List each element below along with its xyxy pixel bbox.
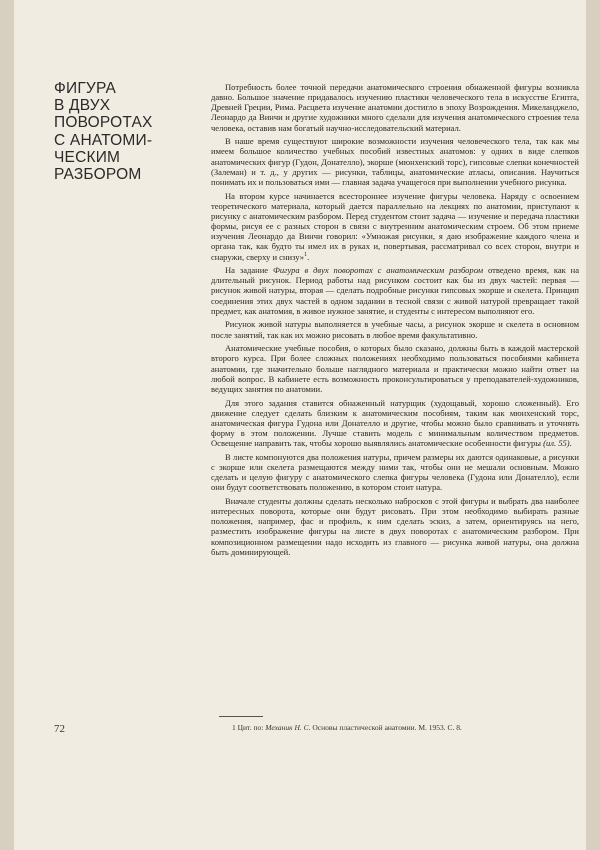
chapter-title-line: РАЗБОРОМ [54,166,142,184]
paragraph: В листе компонуются два положения натуры, причем размеры их даются одинаковые, а рисунки с экорше или скелета размещаются между ними так, чтобы они не мешали основным. Можно сделать и целую фигуру с анатомического слепка фигуры человека (Гудона или Донателло), если они будут соответствовать положению, в котором стоит натура. [211,451,579,493]
scan-edge-left [0,0,14,850]
paragraph: На втором курсе начинается всестороннее изучение фигуры человека. Наряду с освоением теоретического материала, который дается параллельно на лекциях по анатомии, приступают к рисунку с анатомическим разбором. Перед студентом стоит задача — изучение и передача пластики формы, рисуя ее с разных сторон в связи с внутренним анатомическим строем. Об этом приеме изучения Леонардо да Винчи говорил: «Умножая рисунки, я даю изображение каждого члена и органа так, как будто ты имел их в руках и, повертывая, рассматривал со всех сторон, внутри и снаружи, сверху и снизу»$^1$. [211,190,579,262]
paragraph [211,265,579,316]
footnote [232,723,582,732]
footnote-marker: 1 [304,251,308,258]
paragraph-end: . [569,438,572,449]
illustration-reference: (ил. 55) [543,438,570,449]
scan-edge-right [586,0,600,850]
chapter-title-line: С АНАТОМИ- [54,131,153,149]
chapter-title-line: ПОВОРОТАХ [54,114,153,132]
book-page [14,0,586,850]
paragraph-text: Для этого задания ставится обнаженный натурщик (худощавый, хорошо сложенный). Его движение следует сделать близким к анатомическим пособиям, таким как мюнхенский торс, анатомическая фигура Гудона или Донателло и другие, чтобы можно было сравнивать и уточнять форму в этом положении. Лучше ставить модель с минимальным количеством предметов. Освещение направить так, чтобы хорошо выявлялись анатомические особенности фигуры [211,397,579,449]
paragraph: Потребность более точной передачи анатомического строения обнаженной фигуры возникла давно. Большое значение придавалось изучению пластики человеческого тела в искусстве Египта, Древней Греции, Рима. Расцвета изучение анатомии достигло в эпоху Возрождения. Микеланджело, Леонардо да Винчи и другие художники много сделали для изучения анатомического строения тела человека, оставив нам богатый научно-исследовательский материал. [211,82,579,133]
paragraph [211,398,579,449]
page-number: 72 [54,723,65,735]
footnote-number: 1 [232,723,236,732]
paragraph-text: отведено время, как на длительный рисунок. Период работы над рисунком состоит как бы из двух частей: первая — рисунок живой натуры, вторая — сделать подробные рисунки гипсовых экорше и скелета. Принцип соединения этих двух частей в одном задании в тесной связи с живой натурой превращает такой предмет, как анатомия, в живое нужное занятие, и студенты с интересом выполняют его. [211,265,580,316]
paragraph: Вначале студенты должны сделать несколько набросков с этой фигуры и выбрать два наиболее интересных поворота, которые они будут рисовать. При этом необходимо выбирать разные положения, например, фас и профиль, к ним сделать эскиз, а затем, ориентируясь на него, разместить изображение фигуры на листе в двух поворотах с анатомическим разбором. При композиционном размещении надо исходить из главного — рисунка живой натуры, она должна быть доминирующей. [211,495,579,557]
footnote-author: Механик Н. С. [265,723,311,732]
footnote-prefix: Цит. по: [237,723,264,732]
paragraph: Анатомические учебные пособия, о которых было сказано, должны быть в каждой мастерской второго курса. При более сложных положениях необходимо пользоваться пособиями кабинета анатомии, где значительно больше наглядного материала и практически можно найти ответ на любой вопрос. В кабинете есть возможность проконсультироваться у преподавателей-художников, ведущих занятия по анатомии. [211,343,579,394]
chapter-title [54,80,214,183]
paragraph: Рисунок живой натуры выполняется в учебные часы, а рисунок экорше и скелета в основном после занятий, так как их можно рисовать в любое время факультативно. [211,319,579,340]
body-text [211,82,579,560]
paragraph-text: На втором курсе начинается всестороннее изучение фигуры человека. Наряду с освоением теоретического материала, который дается параллельно на лекциях по анатомии, приступают к рисунку с анатомическим разбором. Перед студентом стоит задача — изучение и передача пластики формы, рисуя ее с разных сторон в связи с внутренним анатомическим строем. Об этом приеме изучения Леонардо да Винчи говорил: «Умножая рисунки, я даю изображение каждого члена и органа так, как будто ты имел их в руках и, повертывая, рассматривал со всех сторон, внутри и снаружи, сверху и снизу» [211,190,579,262]
chapter-title-line: В ДВУХ [54,97,111,115]
footnote-source: Основы пластической анатомии. М. 1953. С. 8. [312,723,462,732]
footnote-divider [219,716,263,717]
chapter-title-line: ЧЕСКИМ [54,148,121,166]
chapter-title-line: ФИГУРА [54,80,117,97]
task-title-italic: Фигура в двух поворотах с анатомическим разбором [272,265,484,276]
paragraph-text: На задание [225,265,269,276]
paragraph: В наше время существуют широкие возможности изучения человеческого тела, так как мы имеем большое количество учебных пособий известных анатомов: у одних в виде слепков анатомических фигур (Гудон, Донателло), экорше (мюнхенский торс), гипсовые слепки конечностей (Залеман) и т. д., у других — рисунки, таблицы, анатомические атласы, описания. Научиться понимать их и пользоваться ими — главная задача учащегося при выполнении учебного рисунка. [211,136,579,187]
